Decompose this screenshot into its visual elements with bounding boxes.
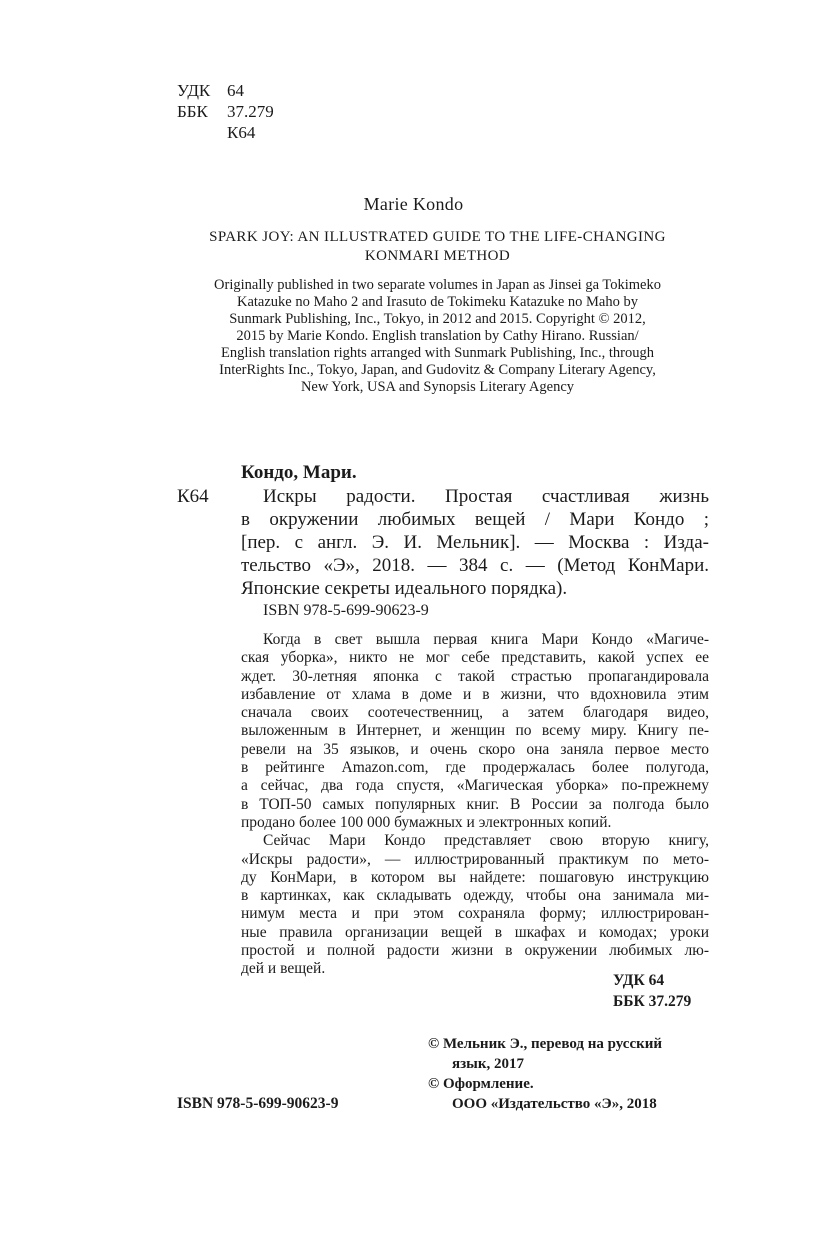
- copyright-line: ООО «Издательство «Э», 2018: [452, 1096, 657, 1112]
- footer-classification: [613, 970, 691, 1012]
- bib-line: в окружении любимых вещей / Мари Кондо ;: [241, 509, 709, 530]
- annotation-line: ская уборка», никто не мог себе представить, какой успех ее: [241, 649, 709, 667]
- bib-isbn: ISBN 978-5-699-90623-9: [263, 602, 429, 619]
- annotation-line: в картинках, как складывать одежду, чтобы она занимала ми-: [241, 887, 709, 905]
- udk-label: УДК: [177, 81, 211, 100]
- annotation-line: в ТОП-50 самых популярных книг. В России за полгода было: [241, 795, 709, 813]
- bbk-value: 37.279: [227, 102, 274, 121]
- annotation-line: дей и вещей.: [241, 960, 326, 978]
- footer-udk: УДК 64: [613, 972, 665, 989]
- udk-value: 64: [227, 81, 244, 100]
- info-line: Originally published in two separate volumes in Japan as Jinsei ga Tokimeko: [214, 277, 661, 293]
- copyright-line: язык, 2017: [452, 1056, 524, 1072]
- bib-line: тельство «Э», 2018. — 384 с. — (Метод КонМари.: [241, 555, 709, 576]
- annotation-line: сначала своих соотечественниц, а затем благодаря видео,: [241, 704, 709, 722]
- copyright-line: © Мельник Э., перевод на русский: [428, 1036, 663, 1052]
- bib-line: Японские секреты идеального порядка).: [241, 578, 568, 599]
- original-title-line: SPARK JOY: AN ILLUSTRATED GUIDE TO THE LIFE-CHANGING: [209, 229, 666, 245]
- annotation-line: Когда в свет вышла первая книга Мари Кондо «Магиче-: [263, 631, 709, 648]
- udk-row: [177, 80, 274, 101]
- annotation-line: ду КонМари, в котором вы найдете: пошаговую инструкцию: [241, 868, 709, 886]
- annotation-line: ные правила организации вещей в шкафах и комодах; уроки: [241, 923, 709, 941]
- bib-author-heading: Кондо, Мари.: [241, 462, 357, 483]
- info-line: InterRights Inc., Tokyo, Japan, and Gudovitz & Company Literary Agency,: [219, 362, 656, 378]
- author-sign-top: К64: [227, 123, 256, 142]
- annotation-line: выложенным в Интернет, и женщин по всему миру. Книгу пе-: [241, 722, 709, 740]
- annotation-line: «Искры радости», — иллюстрированный практикум по мето-: [241, 850, 709, 868]
- info-line: Sunmark Publishing, Inc., Tokyo, in 2012 and 2015. Copyright © 2012,: [229, 311, 646, 327]
- annotation: [241, 631, 709, 979]
- footer-isbn: ISBN 978-5-699-90623-9: [177, 1095, 339, 1112]
- bib-line: [пер. с англ. Э. И. Мельник]. — Москва : Изда-: [241, 532, 709, 553]
- annotation-line: продано более 100 000 бумажных и электронных копий.: [241, 813, 612, 831]
- original-publication-info: [165, 277, 710, 396]
- annotation-line: ждет. 30-летняя японка с такой страстью пропагандировала: [241, 667, 709, 685]
- bib-line: Искры радости. Простая счастливая жизнь: [263, 486, 709, 507]
- annotation-line: ревели на 35 языков, и очень скоро она заняла первое место: [241, 740, 709, 758]
- bib-description: [241, 485, 709, 600]
- original-author: Marie Kondo: [363, 194, 464, 214]
- annotation-line: простой и полной радости жизни в окружении любимых лю-: [241, 942, 709, 960]
- annotation-line: а сейчас, два года спустя, «Магическая уборка» по-прежнему: [241, 777, 709, 795]
- annotation-line: Сейчас Мари Кондо представляет свою вторую книгу,: [263, 832, 709, 850]
- annotation-line: в рейтинге Amazon.com, где продержалась более полугода,: [241, 759, 709, 777]
- bib-author-sign: К64: [177, 486, 209, 507]
- original-title: [160, 228, 715, 266]
- bbk-label: ББК: [177, 102, 208, 121]
- info-line: English translation rights arranged with Sunmark Publishing, Inc., through: [221, 345, 654, 361]
- annotation-line: нимум места и при этом сохраняла форму; иллюстрирован-: [241, 905, 709, 923]
- copyright-block: [428, 1034, 713, 1114]
- info-line: New York, USA and Synopsis Literary Agency: [300, 379, 575, 395]
- info-line: Katazuke no Maho 2 and Irasuto de Tokimeku Katazuke no Maho by: [237, 294, 638, 310]
- bbk-row: [177, 101, 274, 122]
- annotation-line: избавление от хлама в доме и в жизни, что вдохновила этим: [241, 685, 709, 703]
- copyright-line: © Оформление.: [428, 1076, 534, 1092]
- classification-block: [177, 80, 274, 143]
- original-title-line: KONMARI METHOD: [364, 248, 511, 264]
- info-line: 2015 by Marie Kondo. English translation by Cathy Hirano. Russian/: [236, 328, 639, 344]
- footer-bbk: ББК 37.279: [613, 993, 692, 1010]
